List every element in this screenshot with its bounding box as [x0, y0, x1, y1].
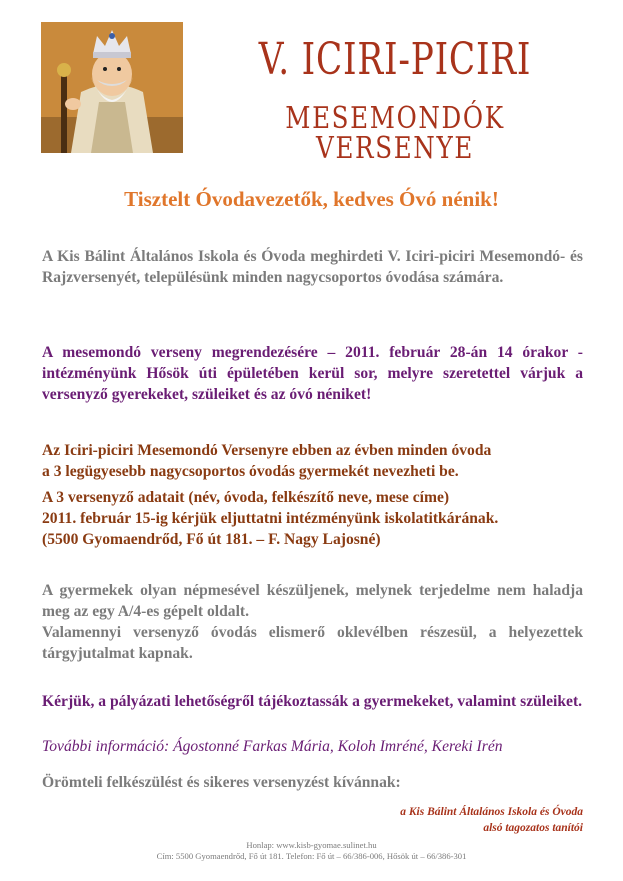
title-line-2: MESEMONDÓK VERSENYE	[285, 101, 505, 166]
contact-info: További információ: Ágostonné Farkas Mária, Koloh Imréné, Kereki Irén	[42, 738, 503, 755]
footer-address: Cím: 5500 Gyomaendrőd, Fő út 181. Telefon: Fő út – 66/386-006, Hősök út – 66/386-301	[156, 851, 467, 861]
signature-line: alsó tagozatos tanítói	[483, 822, 583, 834]
signature-line: a Kis Bálint Általános Iskola és Óvoda	[400, 806, 583, 818]
title-line-1: V. ICIRI-PICIRI	[258, 34, 532, 85]
submission-paragraph	[42, 487, 583, 550]
rules-paragraph	[42, 580, 583, 664]
event-paragraph: A mesemondó verseny megrendezésére – 2011. február 28-án 14 órakor - intézményünk Hősök úti épületében kerül sor, melyre szeretettel várjuk a versenyző gyerekeket, szüleiket és az óvó néniket!	[42, 344, 583, 403]
submission-line: A 3 versenyző adatait (név, óvoda, felkészítő neve, mese címe)	[42, 489, 450, 506]
entry-line: a 3 legügyesebb nagycsoportos óvodás gyermekét nevezheti be.	[42, 463, 459, 480]
entry-paragraph	[42, 440, 583, 482]
footer	[0, 840, 623, 862]
footer-website: Honlap: www.kisb-gyomae.sulinet.hu	[246, 840, 377, 850]
rules-line: Valamennyi versenyző óvodás elismerő oklevélben részesül, a helyezettek tárgyjutalmat kapnak.	[42, 624, 583, 662]
intro-paragraph: A Kis Bálint Általános Iskola és Óvoda meghirdeti V. Iciri-piciri Mesemondó- és Rajzversenyét, településünk minden nagycsoportos óvodása számára.	[42, 248, 583, 286]
signature	[400, 804, 583, 836]
submission-line: (5500 Gyomaendrőd, Fő út 181. – F. Nagy Lajosné)	[42, 531, 381, 548]
submission-line: 2011. február 15-ig kérjük eljuttatni intézményünk iskolatitkárának.	[42, 510, 499, 527]
header-illustration	[41, 22, 183, 153]
rules-line: A gyermekek olyan népmesével készüljenek, melynek terjedelme nem haladja meg az egy A/4-es gépelt oldalt.	[42, 582, 583, 620]
entry-line: Az Iciri-piciri Mesemondó Versenyre ebben az évben minden óvoda	[42, 442, 492, 459]
request-paragraph: Kérjük, a pályázati lehetőségről tájékoztassák a gyermekeket, valamint szüleiket.	[42, 693, 583, 710]
greeting-heading: Tisztelt Óvodavezetők, kedves Óvó nénik!	[124, 187, 499, 211]
wishes-text: Örömteli felkészülést és sikeres versenyzést kívánnak:	[42, 774, 401, 791]
storyteller-king-icon	[41, 22, 183, 153]
